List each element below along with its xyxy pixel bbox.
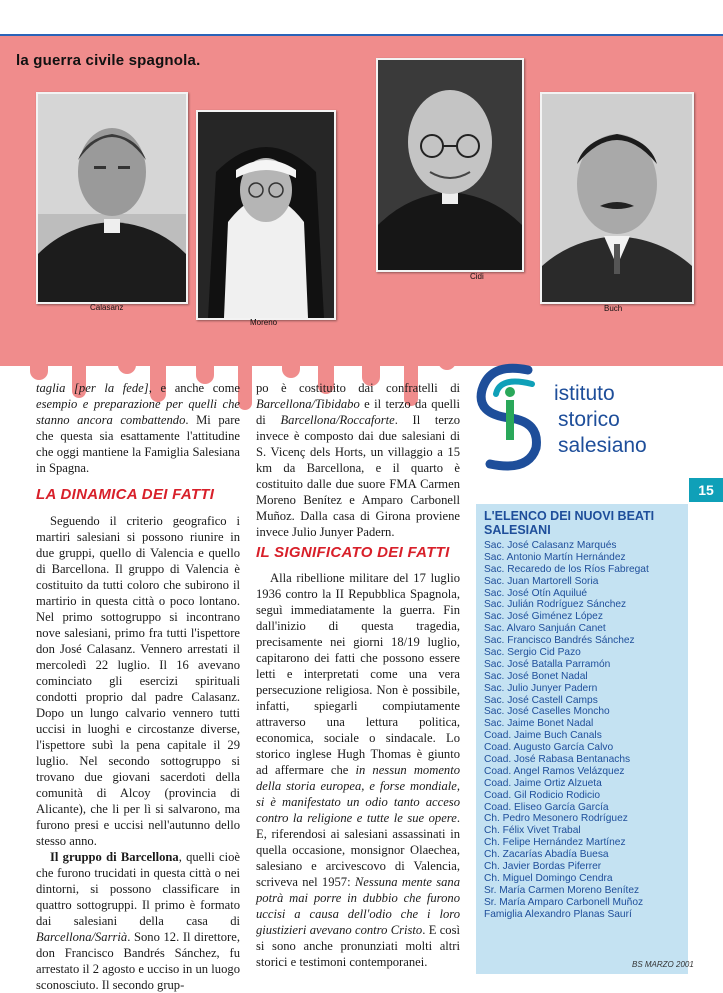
list-item: Coad. Augusto García Calvo	[484, 742, 614, 754]
list-item: Ch. Félix Vivet Trabal	[484, 825, 581, 837]
article-column-2-body	[256, 570, 460, 970]
portrait-photo-moreno	[196, 110, 336, 320]
list-item: Sac. José Batalla Parramón	[484, 658, 611, 670]
list-item: Ch. Zacarías Abadía Buesa	[484, 849, 609, 861]
list-item: Sac. Sergio Cid Pazo	[484, 647, 581, 659]
page-footer: BS MARZO 2001	[632, 960, 694, 969]
drip-decoration	[118, 340, 136, 374]
list-item: Sac. José Otín Aquilué	[484, 587, 588, 599]
beati-list-title: L'ELENCO DEI NUOVI BEATI SALESIANI	[484, 509, 655, 537]
list-item: Coad. Eliseo García García	[484, 801, 609, 813]
paragraph: po è costituito dai confratelli di Barcellona/Tibidabo e il terzo da quelli di Barcellona/Roccaforte. Il terzo invece è composto dai due salesiani di S. Vicenç dels Horts, un villaggio a 15 km da Barcellona, e il quarto è costituito dalle due suore FMA Carmen Moreno Benítez e Amparo Carbonell Muñoz. Dalla casa di Girona proviene invece Julio Junyer Padern.	[256, 381, 460, 539]
list-item: Ch. Javier Bordas Piferrer	[484, 861, 602, 873]
logo-text-line: storico	[558, 408, 620, 431]
list-item: Sac. José Castell Camps	[484, 694, 598, 706]
list-item: Sac. Alvaro Sanjuán Canet	[484, 623, 606, 635]
article-column-1-body	[36, 513, 240, 993]
list-item: Sr. María Amparo Carbonell Muñoz	[484, 896, 644, 908]
list-item: Sac. José Bonet Nadal	[484, 670, 588, 682]
list-item: Coad. Jaime Ortiz Alzueta	[484, 777, 602, 789]
paragraph: Alla ribellione militare del 17 luglio 1936 contro la II Repubblica Spagnola, seguì immediatamente la guerra. Fin dall'inizio di questa tragedia, precisamente nei giorni 18/19 luglio, capitarono dei fatti che possono essere letti e interpretati come una vera persecuzione religiosa. Non è possibile, infatti, spiegarli compiutamente attraverso una lettura politica, economica, sociale o sindacale. Lo storico inglese Hugh Thomas è giunto ad affermare che in nessun momento della storia europea, e forse mondiale, si è manifestato un odio tanto acceso contro la religione e tutte le sue opere. E, riferendosi ai salesiani assassinati in quella occasione, monsignor Olaechea, salesiano e arcivescovo di Valencia, scriveva nel 1957: Nessuna mente sana potrà mai porre in dubbio che furono uccisi a causa dell'odio che i loro giustizieri avevano contro Cristo. E così si sono anche pronunziati molti altri storici e testimoni contemporanei.	[256, 571, 461, 969]
page-number-tab: 15	[689, 478, 723, 502]
logo-text-line: salesiano	[558, 434, 647, 457]
article-column-2	[256, 380, 460, 540]
drip-decoration	[196, 340, 214, 384]
list-item: Sac. José Giménez López	[484, 611, 603, 623]
photo-caption: Moreno	[250, 318, 278, 327]
article-column-1	[36, 380, 240, 476]
list-item: Sac. Antonio Martín Hernández	[484, 551, 626, 563]
list-item: Ch. Pedro Mesonero Rodríguez	[484, 813, 628, 825]
istituto-storico-salesiano-logo	[470, 356, 685, 476]
list-item: Sac. Juan Martorell Soria	[484, 575, 599, 587]
photo-caption: Buch	[604, 304, 623, 313]
list-item: Coad. Jaime Buch Canals	[484, 730, 602, 742]
beati-list	[484, 540, 688, 921]
list-item: Sac. Francisco Bandrés Sánchez	[484, 635, 635, 647]
list-item: Coad. Angel Ramos Velázquez	[484, 765, 625, 777]
intro-paragraph: taglia [per la fede], e anche come esempio e preparazione per quelli che stanno ancora combattendo. Mi pare che questa sia esattamente l'attitudine che oggi mantiene la Famiglia Salesiana in Spagna.	[36, 381, 240, 475]
page-header-title: la guerra civile spagnola.	[16, 52, 201, 69]
drip-decoration	[438, 340, 456, 370]
list-item: Sac. Jaime Bonet Nadal	[484, 718, 594, 730]
portrait-photo-buch	[540, 92, 694, 304]
drip-decoration	[30, 340, 48, 380]
list-item: Ch. Miguel Domingo Cendra	[484, 872, 613, 884]
list-item: Sac. José Calasanz Marqués	[484, 540, 617, 551]
photo-caption: Calasanz	[90, 303, 124, 312]
list-item: Sac. Recaredo de los Ríos Fabregat	[484, 563, 649, 575]
portrait-photo-cidi	[376, 58, 524, 272]
list-item: Coad. José Rabasa Bentanachs	[484, 754, 631, 766]
list-item: Sac. Julio Junyer Padern	[484, 682, 598, 694]
list-item: Famiglia Alexandro Planas Saurí	[484, 908, 632, 920]
list-item: Sac. José Caselles Moncho	[484, 706, 610, 718]
drip-decoration	[238, 340, 252, 410]
list-item: Sac. Julián Rodríguez Sánchez	[484, 599, 627, 611]
section-heading-significato: IL SIGNIFICATO DEI FATTI	[256, 544, 450, 561]
drip-decoration	[282, 340, 300, 378]
list-item: Coad. Gil Rodicio Rodicio	[484, 789, 601, 801]
paragraph: Il gruppo di Barcellona, quelli cioè che furono trucidati in questa città o nei dintorni, si possono classificare in quattro sottogruppi. Il primo è formato dai salesiani della casa di Barcellona/Sarrià. Sono 12. Il direttore, don Francisco Bandrés Sánchez, fu arrestato il 2 agosto e ucciso in un luogo sconosciuto. Il secondo grup-	[36, 850, 240, 992]
list-item: Sr. María Carmen Moreno Benítez	[484, 884, 640, 896]
portrait-photo-calasanz	[36, 92, 188, 304]
paragraph: Seguendo il criterio geografico i martiri salesiani si possono riunire in due gruppi, quello di Valencia e quello di Barcellona. Il gruppo di Valencia è costituito da tutti coloro che subirono il martirio in questa città o poco lontano. Nel primo sottogruppo si incontrano nove salesiani, primo fra tutti l'ispettore don José Calasanz. Vennero arrestati il mercoledì 22 luglio. Il 16 avevano cominciato gli esercizi spirituali condotti proprio dal padre Calasanz. Dopo un lungo calvario vennero tutti uccisi in luoghi e circostanze diverse, l'ispettore subì la pena capitale il 29 luglio. Nel secondo sottogruppo si trovano due giovani sacerdoti della comunità di Alcoy (provincia di Alicante), che li per lì si salvarono, ma furono presi e uccisi nell'autunno dello stesso anno.	[36, 514, 240, 848]
logo-emblem-icon	[470, 356, 550, 476]
section-heading-dinamica: LA DINAMICA DEI FATTI	[36, 486, 215, 503]
photo-caption: Cidi	[470, 272, 484, 281]
list-item: Ch. Felipe Hernández Martínez	[484, 837, 626, 849]
logo-text-line: istituto	[554, 382, 615, 405]
